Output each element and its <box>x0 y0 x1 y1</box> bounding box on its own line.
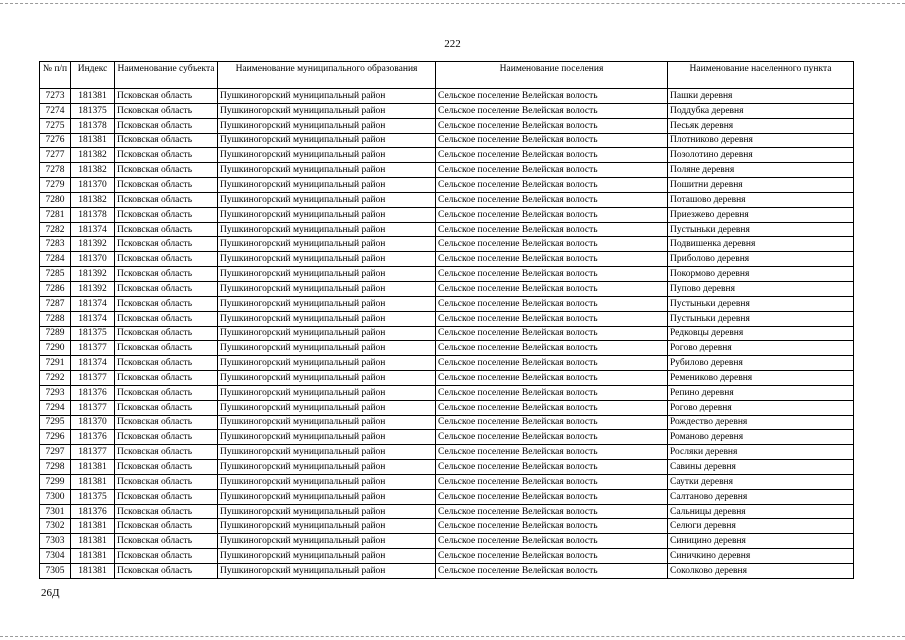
subject-cell: Псковская область <box>115 460 218 475</box>
postal-index-cell: 181381 <box>71 460 115 475</box>
settlement-cell: Сельское поселение Велейская волость <box>436 207 668 222</box>
settlement-cell: Сельское поселение Велейская волость <box>436 341 668 356</box>
subject-cell: Псковская область <box>115 385 218 400</box>
subject-cell: Псковская область <box>115 237 218 252</box>
locality-cell: Пустыньки деревня <box>668 222 854 237</box>
municipality-cell: Пушкиногорский муниципальный район <box>218 237 436 252</box>
row-number-cell: 7278 <box>40 163 71 178</box>
municipality-cell: Пушкиногорский муниципальный район <box>218 385 436 400</box>
settlement-cell: Сельское поселение Велейская волость <box>436 564 668 579</box>
postal-index-cell: 181392 <box>71 267 115 282</box>
postal-index-cell: 181376 <box>71 430 115 445</box>
locality-cell: Рождество деревня <box>668 415 854 430</box>
municipality-cell: Пушкиногорский муниципальный район <box>218 519 436 534</box>
postal-index-cell: 181370 <box>71 415 115 430</box>
municipality-cell: Пушкиногорский муниципальный район <box>218 118 436 133</box>
settlement-cell: Сельское поселение Велейская волость <box>436 89 668 104</box>
table-row <box>40 474 854 489</box>
row-number-cell: 7301 <box>40 504 71 519</box>
row-number-cell: 7304 <box>40 549 71 564</box>
table-row <box>40 385 854 400</box>
footer-code: 26Д <box>41 587 60 599</box>
locality-cell: Позолотино деревня <box>668 148 854 163</box>
table-row <box>40 341 854 356</box>
locality-cell: Ремениково деревня <box>668 371 854 386</box>
locality-cell: Селюги деревня <box>668 519 854 534</box>
municipality-cell: Пушкиногорский муниципальный район <box>218 222 436 237</box>
municipality-cell: Пушкиногорский муниципальный район <box>218 489 436 504</box>
settlement-cell: Сельское поселение Велейская волость <box>436 430 668 445</box>
table-row <box>40 489 854 504</box>
municipality-cell: Пушкиногорский муниципальный район <box>218 400 436 415</box>
postal-index-cell: 181392 <box>71 237 115 252</box>
table-row <box>40 356 854 371</box>
municipality-cell: Пушкиногорский муниципальный район <box>218 341 436 356</box>
column-header-settlement: Наименование поселения <box>436 62 668 89</box>
municipality-cell: Пушкиногорский муниципальный район <box>218 564 436 579</box>
subject-cell: Псковская область <box>115 564 218 579</box>
subject-cell: Псковская область <box>115 430 218 445</box>
locality-cell: Песьяк деревня <box>668 118 854 133</box>
municipality-cell: Пушкиногорский муниципальный район <box>218 356 436 371</box>
subject-cell: Псковская область <box>115 163 218 178</box>
settlement-cell: Сельское поселение Велейская волость <box>436 385 668 400</box>
subject-cell: Псковская область <box>115 207 218 222</box>
row-number-cell: 7283 <box>40 237 71 252</box>
subject-cell: Псковская область <box>115 341 218 356</box>
settlement-cell: Сельское поселение Велейская волость <box>436 371 668 386</box>
municipality-cell: Пушкиногорский муниципальный район <box>218 445 436 460</box>
municipality-cell: Пушкиногорский муниципальный район <box>218 296 436 311</box>
subject-cell: Псковская область <box>115 415 218 430</box>
row-number-cell: 7284 <box>40 252 71 267</box>
municipality-cell: Пушкиногорский муниципальный район <box>218 549 436 564</box>
municipality-cell: Пушкиногорский муниципальный район <box>218 534 436 549</box>
locality-cell: Приболово деревня <box>668 252 854 267</box>
row-number-cell: 7287 <box>40 296 71 311</box>
municipality-cell: Пушкиногорский муниципальный район <box>218 504 436 519</box>
table-row <box>40 564 854 579</box>
postal-index-cell: 181374 <box>71 356 115 371</box>
row-number-cell: 7294 <box>40 400 71 415</box>
postal-index-cell: 181377 <box>71 400 115 415</box>
municipality-cell: Пушкиногорский муниципальный район <box>218 326 436 341</box>
municipality-cell: Пушкиногорский муниципальный район <box>218 474 436 489</box>
locality-cell: Соколково деревня <box>668 564 854 579</box>
settlement-cell: Сельское поселение Велейская волость <box>436 267 668 282</box>
subject-cell: Псковская область <box>115 118 218 133</box>
postal-index-cell: 181370 <box>71 178 115 193</box>
row-number-cell: 7274 <box>40 103 71 118</box>
subject-cell: Псковская область <box>115 534 218 549</box>
locality-cell: Пустыньки деревня <box>668 296 854 311</box>
subject-cell: Псковская область <box>115 326 218 341</box>
settlement-cell: Сельское поселение Велейская волость <box>436 356 668 371</box>
postal-index-cell: 181374 <box>71 296 115 311</box>
row-number-cell: 7305 <box>40 564 71 579</box>
subject-cell: Псковская область <box>115 296 218 311</box>
row-number-cell: 7277 <box>40 148 71 163</box>
subject-cell: Псковская область <box>115 178 218 193</box>
table-row <box>40 460 854 475</box>
table-row <box>40 534 854 549</box>
locality-cell: Плотниково деревня <box>668 133 854 148</box>
column-header-subject: Наименование субъекта <box>115 62 218 89</box>
table-row <box>40 222 854 237</box>
postal-index-cell: 181381 <box>71 133 115 148</box>
municipality-cell: Пушкиногорский муниципальный район <box>218 267 436 282</box>
settlement-cell: Сельское поселение Велейская волость <box>436 222 668 237</box>
settlement-cell: Сельское поселение Велейская волость <box>436 549 668 564</box>
postal-index-cell: 181378 <box>71 118 115 133</box>
settlement-cell: Сельское поселение Велейская волость <box>436 326 668 341</box>
table-row <box>40 207 854 222</box>
table-row <box>40 192 854 207</box>
postal-index-cell: 181381 <box>71 89 115 104</box>
settlement-cell: Сельское поселение Велейская волость <box>436 460 668 475</box>
postal-index-cell: 181381 <box>71 534 115 549</box>
locality-cell: Репино деревня <box>668 385 854 400</box>
settlement-cell: Сельское поселение Велейская волость <box>436 445 668 460</box>
row-number-cell: 7276 <box>40 133 71 148</box>
postal-index-cell: 181382 <box>71 192 115 207</box>
row-number-cell: 7300 <box>40 489 71 504</box>
subject-cell: Псковская область <box>115 400 218 415</box>
municipality-cell: Пушкиногорский муниципальный район <box>218 371 436 386</box>
subject-cell: Псковская область <box>115 489 218 504</box>
table-row <box>40 519 854 534</box>
subject-cell: Псковская область <box>115 311 218 326</box>
locality-cell: Романово деревня <box>668 430 854 445</box>
row-number-cell: 7298 <box>40 460 71 475</box>
municipality-cell: Пушкиногорский муниципальный район <box>218 207 436 222</box>
settlement-cell: Сельское поселение Велейская волость <box>436 400 668 415</box>
locality-cell: Сальницы деревня <box>668 504 854 519</box>
locality-cell: Пупово деревня <box>668 281 854 296</box>
locality-cell: Покормово деревня <box>668 267 854 282</box>
table-row <box>40 281 854 296</box>
row-number-cell: 7285 <box>40 267 71 282</box>
subject-cell: Псковская область <box>115 519 218 534</box>
postal-index-cell: 181381 <box>71 564 115 579</box>
locality-cell: Рубилово деревня <box>668 356 854 371</box>
postal-index-cell: 181374 <box>71 222 115 237</box>
settlement-cell: Сельское поселение Велейская волость <box>436 311 668 326</box>
municipality-cell: Пушкиногорский муниципальный район <box>218 252 436 267</box>
settlement-cell: Сельское поселение Велейская волость <box>436 237 668 252</box>
postal-index-cell: 181375 <box>71 489 115 504</box>
table-row <box>40 163 854 178</box>
postal-index-cell: 181375 <box>71 326 115 341</box>
table-row <box>40 118 854 133</box>
table-header <box>40 62 854 89</box>
settlement-cell: Сельское поселение Велейская волость <box>436 133 668 148</box>
municipality-cell: Пушкиногорский муниципальный район <box>218 133 436 148</box>
locality-cell: Пустыньки деревня <box>668 311 854 326</box>
postal-index-cell: 181381 <box>71 549 115 564</box>
row-number-cell: 7282 <box>40 222 71 237</box>
postal-index-cell: 181376 <box>71 504 115 519</box>
settlement-cell: Сельское поселение Велейская волость <box>436 192 668 207</box>
municipality-cell: Пушкиногорский муниципальный район <box>218 178 436 193</box>
table-row <box>40 415 854 430</box>
table-row <box>40 400 854 415</box>
settlements-table <box>39 61 854 579</box>
table-body <box>40 89 854 579</box>
settlement-cell: Сельское поселение Велейская волость <box>436 118 668 133</box>
municipality-cell: Пушкиногорский муниципальный район <box>218 148 436 163</box>
municipality-cell: Пушкиногорский муниципальный район <box>218 103 436 118</box>
postal-index-cell: 181382 <box>71 148 115 163</box>
postal-index-cell: 181376 <box>71 385 115 400</box>
row-number-cell: 7302 <box>40 519 71 534</box>
settlement-cell: Сельское поселение Велейская волость <box>436 103 668 118</box>
municipality-cell: Пушкиногорский муниципальный район <box>218 460 436 475</box>
locality-cell: Приезжево деревня <box>668 207 854 222</box>
subject-cell: Псковская область <box>115 281 218 296</box>
locality-cell: Синичкино деревня <box>668 549 854 564</box>
row-number-cell: 7286 <box>40 281 71 296</box>
row-number-cell: 7291 <box>40 356 71 371</box>
locality-cell: Пашки деревня <box>668 89 854 104</box>
row-number-cell: 7303 <box>40 534 71 549</box>
postal-index-cell: 181381 <box>71 474 115 489</box>
table-row <box>40 326 854 341</box>
locality-cell: Подвишенка деревня <box>668 237 854 252</box>
locality-cell: Редковцы деревня <box>668 326 854 341</box>
table-row <box>40 267 854 282</box>
table-row <box>40 504 854 519</box>
locality-cell: Поляне деревня <box>668 163 854 178</box>
municipality-cell: Пушкиногорский муниципальный район <box>218 311 436 326</box>
row-number-cell: 7296 <box>40 430 71 445</box>
locality-cell: Савины деревня <box>668 460 854 475</box>
locality-cell: Рогово деревня <box>668 341 854 356</box>
row-number-cell: 7290 <box>40 341 71 356</box>
postal-index-cell: 181370 <box>71 252 115 267</box>
page-bottom-edge <box>0 636 905 637</box>
municipality-cell: Пушкиногорский муниципальный район <box>218 163 436 178</box>
postal-index-cell: 181377 <box>71 445 115 460</box>
postal-index-cell: 181381 <box>71 519 115 534</box>
table-row <box>40 549 854 564</box>
column-header-municipality: Наименование муниципального образования <box>218 62 436 89</box>
table-row <box>40 430 854 445</box>
settlement-cell: Сельское поселение Велейская волость <box>436 415 668 430</box>
subject-cell: Псковская область <box>115 133 218 148</box>
row-number-cell: 7292 <box>40 371 71 386</box>
locality-cell: Поддубка деревня <box>668 103 854 118</box>
page-top-edge <box>0 3 905 4</box>
postal-index-cell: 181378 <box>71 207 115 222</box>
table-row <box>40 178 854 193</box>
settlement-cell: Сельское поселение Велейская волость <box>436 489 668 504</box>
locality-cell: Пошитни деревня <box>668 178 854 193</box>
column-header-number: № п/п <box>40 62 71 89</box>
table-row <box>40 311 854 326</box>
postal-index-cell: 181374 <box>71 311 115 326</box>
row-number-cell: 7279 <box>40 178 71 193</box>
table-row <box>40 371 854 386</box>
table-row <box>40 89 854 104</box>
table-row <box>40 103 854 118</box>
settlement-cell: Сельское поселение Велейская волость <box>436 474 668 489</box>
row-number-cell: 7295 <box>40 415 71 430</box>
row-number-cell: 7293 <box>40 385 71 400</box>
locality-cell: Росляки деревня <box>668 445 854 460</box>
postal-index-cell: 181382 <box>71 163 115 178</box>
row-number-cell: 7288 <box>40 311 71 326</box>
column-header-index: Индекс <box>71 62 115 89</box>
municipality-cell: Пушкиногорский муниципальный район <box>218 89 436 104</box>
subject-cell: Псковская область <box>115 267 218 282</box>
municipality-cell: Пушкиногорский муниципальный район <box>218 192 436 207</box>
settlement-cell: Сельское поселение Велейская волость <box>436 519 668 534</box>
settlement-cell: Сельское поселение Велейская волость <box>436 163 668 178</box>
row-number-cell: 7280 <box>40 192 71 207</box>
locality-cell: Поташово деревня <box>668 192 854 207</box>
subject-cell: Псковская область <box>115 103 218 118</box>
settlement-cell: Сельское поселение Велейская волость <box>436 534 668 549</box>
postal-index-cell: 181392 <box>71 281 115 296</box>
row-number-cell: 7275 <box>40 118 71 133</box>
table-row <box>40 148 854 163</box>
settlement-cell: Сельское поселение Велейская волость <box>436 281 668 296</box>
locality-cell: Салтаново деревня <box>668 489 854 504</box>
table-row <box>40 296 854 311</box>
locality-cell: Саутки деревня <box>668 474 854 489</box>
subject-cell: Псковская область <box>115 445 218 460</box>
subject-cell: Псковская область <box>115 474 218 489</box>
subject-cell: Псковская область <box>115 222 218 237</box>
subject-cell: Псковская область <box>115 371 218 386</box>
settlement-cell: Сельское поселение Велейская волость <box>436 296 668 311</box>
settlement-cell: Сельское поселение Велейская волость <box>436 148 668 163</box>
postal-index-cell: 181375 <box>71 103 115 118</box>
subject-cell: Псковская область <box>115 549 218 564</box>
subject-cell: Псковская область <box>115 504 218 519</box>
table-row <box>40 445 854 460</box>
table-header-row <box>40 62 854 89</box>
settlement-cell: Сельское поселение Велейская волость <box>436 178 668 193</box>
subject-cell: Псковская область <box>115 148 218 163</box>
municipality-cell: Пушкиногорский муниципальный район <box>218 430 436 445</box>
row-number-cell: 7299 <box>40 474 71 489</box>
page-number: 222 <box>444 38 461 50</box>
subject-cell: Псковская область <box>115 356 218 371</box>
postal-index-cell: 181377 <box>71 371 115 386</box>
subject-cell: Псковская область <box>115 192 218 207</box>
row-number-cell: 7281 <box>40 207 71 222</box>
municipality-cell: Пушкиногорский муниципальный район <box>218 281 436 296</box>
column-header-locality: Наименование населенного пункта <box>668 62 854 89</box>
table-row <box>40 237 854 252</box>
row-number-cell: 7273 <box>40 89 71 104</box>
settlement-cell: Сельское поселение Велейская волость <box>436 504 668 519</box>
municipality-cell: Пушкиногорский муниципальный район <box>218 415 436 430</box>
postal-index-cell: 181377 <box>71 341 115 356</box>
table-row <box>40 252 854 267</box>
subject-cell: Псковская область <box>115 252 218 267</box>
locality-cell: Рогово деревня <box>668 400 854 415</box>
locality-cell: Синицино деревня <box>668 534 854 549</box>
row-number-cell: 7297 <box>40 445 71 460</box>
row-number-cell: 7289 <box>40 326 71 341</box>
table-row <box>40 133 854 148</box>
subject-cell: Псковская область <box>115 89 218 104</box>
settlement-cell: Сельское поселение Велейская волость <box>436 252 668 267</box>
